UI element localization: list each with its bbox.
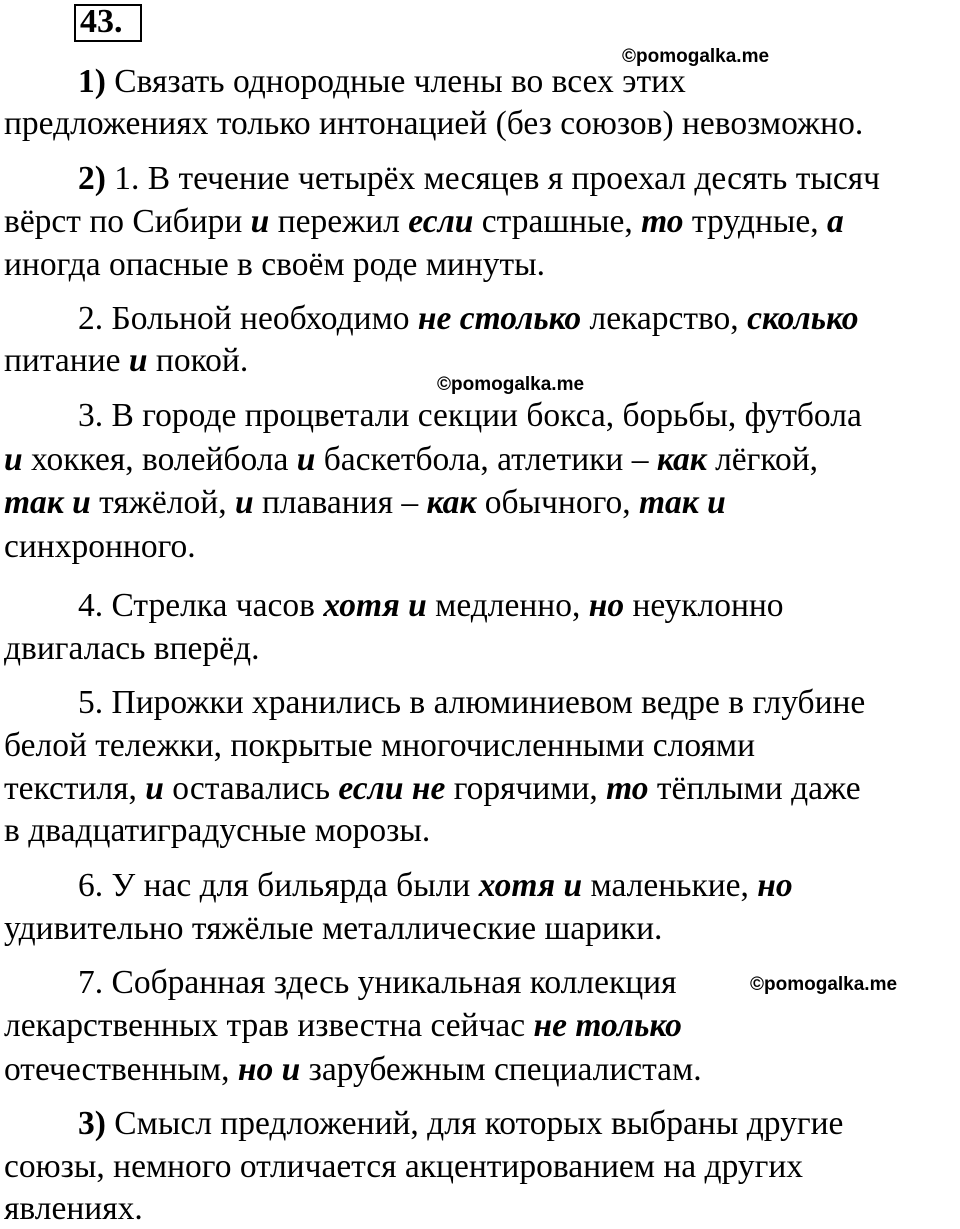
emphasized-conjunction: как	[656, 441, 707, 478]
text-run: тёплыми даже	[648, 770, 861, 807]
text-run: оставались	[163, 770, 339, 807]
text-run: двигалась вперёд.	[4, 630, 260, 667]
text-run: предложениях только интонацией (без союзов) невозможно.	[4, 105, 864, 142]
text-run: покой.	[147, 342, 249, 379]
text-run: лекарство,	[581, 300, 748, 337]
emphasized-conjunction: и	[145, 770, 164, 807]
text-line	[4, 245, 545, 285]
emphasized-conjunction: не только	[533, 1007, 682, 1044]
text-line	[4, 483, 726, 523]
text-run: баскетбола, атлетики –	[315, 441, 657, 478]
text-run: иногда опасные в своём роде минуты.	[4, 246, 546, 283]
emphasized-conjunction: так и	[638, 484, 726, 521]
text-run: явлениях.	[4, 1190, 143, 1227]
text-run: маленькие,	[582, 867, 758, 904]
text-run: в двадцатиградусные морозы.	[4, 812, 431, 849]
emphasized-conjunction: и	[234, 484, 254, 521]
text-line	[78, 866, 793, 906]
emphasized-conjunction: хотя и	[323, 587, 427, 624]
text-line	[4, 202, 844, 242]
text-line	[4, 1006, 682, 1046]
text-line	[4, 440, 818, 480]
watermark: ©pomogalka.me	[750, 974, 898, 995]
emphasized-conjunction: но	[588, 587, 625, 624]
section-marker: 3)	[78, 1105, 106, 1142]
emphasized-conjunction: и	[296, 441, 316, 478]
text-run: Связать однородные члены во всех этих	[105, 63, 686, 100]
text-run: 1. В течение четырёх месяцев я проехал десять тысяч	[105, 160, 880, 197]
text-line	[4, 726, 755, 766]
text-run: вёрст по Сибири	[4, 203, 251, 240]
text-run: обычного,	[476, 484, 639, 521]
text-line	[4, 104, 863, 144]
text-run: 3. В городе процветали секции бокса, борьбы, футбола	[78, 397, 862, 434]
emphasized-conjunction: то	[606, 770, 649, 807]
text-line	[78, 586, 784, 626]
emphasized-conjunction: если	[408, 203, 474, 240]
text-run: лекарственных трав известна сейчас	[4, 1007, 534, 1044]
text-run: зарубежным специалистам.	[300, 1051, 702, 1088]
text-run: удивительно тяжёлые металлические шарики.	[4, 910, 663, 947]
text-line	[78, 396, 862, 436]
text-run: плавания –	[253, 484, 427, 521]
text-run: 7. Собранная здесь уникальная коллекция	[78, 964, 677, 1001]
text-line	[78, 62, 686, 102]
text-line	[4, 527, 196, 567]
watermark: ©pomogalka.me	[622, 46, 770, 67]
text-run: 5. Пирожки хранились в алюминиевом ведре в глубине	[78, 684, 866, 721]
text-run: пережил	[269, 203, 409, 240]
text-run: 2. Больной необходимо	[78, 300, 418, 337]
text-run: лёгкой,	[706, 441, 819, 478]
text-run: неуклонно	[624, 587, 784, 624]
text-run: хоккея, волейбола	[22, 441, 297, 478]
text-line	[78, 963, 677, 1003]
text-line	[4, 1050, 702, 1090]
text-line	[4, 811, 430, 851]
text-line	[4, 769, 861, 809]
text-run: страшные,	[473, 203, 642, 240]
text-run: 6. У нас для бильярда были	[78, 867, 479, 904]
task-number: 43.	[80, 3, 123, 40]
emphasized-conjunction: а	[827, 203, 844, 240]
text-line	[4, 1147, 803, 1187]
text-line	[4, 909, 662, 949]
text-run: Смысл предложений, для которых выбраны другие	[105, 1105, 844, 1142]
emphasized-conjunction: так и	[4, 484, 91, 521]
emphasized-conjunction: не столько	[417, 300, 582, 337]
emphasized-conjunction: то	[641, 203, 684, 240]
text-run: медленно,	[426, 587, 589, 624]
text-line	[78, 683, 865, 723]
section-marker: 2)	[78, 160, 106, 197]
text-run: союзы, немного отличается акцентированием на других	[4, 1148, 804, 1185]
emphasized-conjunction: если не	[338, 770, 446, 807]
emphasized-conjunction: и	[128, 342, 148, 379]
emphasized-conjunction: сколько	[747, 300, 859, 337]
text-line	[4, 629, 259, 669]
text-run: отечественным,	[4, 1051, 238, 1088]
emphasized-conjunction: и	[4, 441, 23, 478]
emphasized-conjunction: как	[426, 484, 477, 521]
text-line	[78, 159, 880, 199]
text-run: горячими,	[445, 770, 607, 807]
text-line	[4, 1189, 143, 1229]
text-run: синхронного.	[4, 528, 196, 565]
emphasized-conjunction: но	[757, 867, 793, 904]
text-run: питание	[4, 342, 129, 379]
text-run: трудные,	[683, 203, 828, 240]
watermark: ©pomogalka.me	[437, 374, 585, 395]
text-line	[78, 1104, 843, 1144]
text-run: тяжёлой,	[90, 484, 235, 521]
text-run: белой тележки, покрытые многочисленными слоями	[4, 727, 756, 764]
text-run: 4. Стрелка часов	[78, 587, 324, 624]
emphasized-conjunction: но и	[237, 1051, 301, 1088]
section-marker: 1)	[78, 63, 106, 100]
text-run: текстиля,	[4, 770, 146, 807]
emphasized-conjunction: и	[250, 203, 270, 240]
emphasized-conjunction: хотя и	[478, 867, 583, 904]
text-line	[4, 341, 248, 381]
text-line	[78, 299, 859, 339]
